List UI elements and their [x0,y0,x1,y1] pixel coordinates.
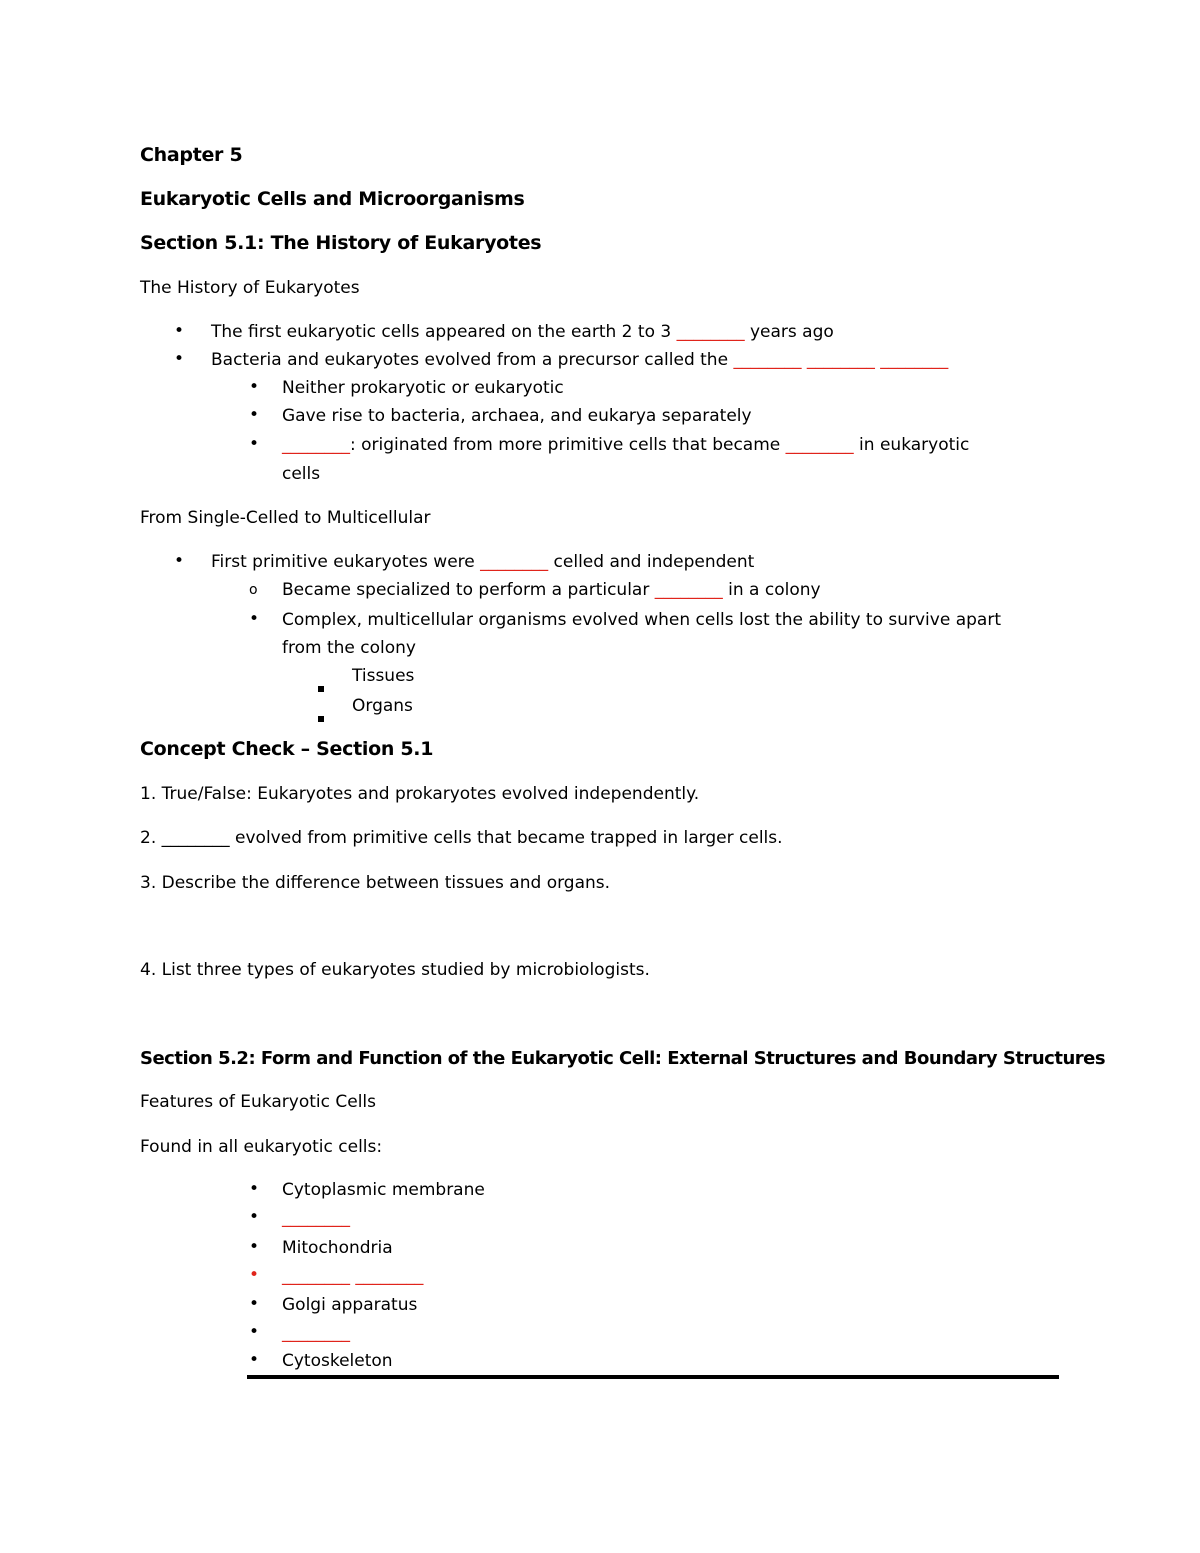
list-item [282,576,821,605]
list-item: Gave rise to bacteria, archaea, and eukarya separately [282,406,752,426]
section-5-1-subheading: The History of Eukaryotes [140,278,360,298]
list-item [211,548,754,577]
bullet-dot: • [249,1322,260,1342]
list-item: Organs [352,696,413,716]
question-3: 3. Describe the difference between tissues and organs. [140,873,611,893]
list-item: Neither prokaryotic or eukaryotic [282,378,564,398]
bullet-dot: • [174,551,185,571]
bullet-dot: • [249,1207,260,1227]
fill-in-blank: ________ [654,580,723,600]
bullet-dot: • [174,349,185,369]
item-text: : originated from more primitive cells that became [350,435,786,455]
item-text: Bacteria and eukaryotes evolved from a precursor called the [211,350,734,370]
square-bullet [318,673,324,702]
bullet-dot: • [249,1237,260,1257]
fill-in-blank: ________ ________ [282,1266,424,1286]
section-5-2-subheading: Features of Eukaryotic Cells [140,1092,376,1112]
bullet-dot: • [249,609,260,629]
bullet-o: o [249,582,258,598]
section-5-2-intro: Found in all eukaryotic cells: [140,1137,383,1157]
section-5-1-heading: Section 5.1: The History of Eukaryotes [140,232,542,254]
item-text: years ago [744,322,834,342]
fill-in-blank: ________ [282,1208,350,1228]
bullet-dot: • [249,1179,260,1199]
bullet-dot: • [249,405,260,425]
bullet-dot: • [174,321,185,341]
question-1: 1. True/False: Eukaryotes and prokaryotes evolved independently. [140,784,700,804]
question-2: 2. ________ evolved from primitive cells that became trapped in larger cells. [140,828,783,848]
item-text: celled and independent [548,552,755,572]
list-item: Tissues [352,666,415,686]
square-bullet [318,703,324,732]
list-item [282,431,969,460]
item-text: First primitive eukaryotes were [211,552,481,572]
fill-in-blank: ________ ________ ________ [733,350,949,370]
bullet-dot: • [249,1350,260,1370]
question-4: 4. List three types of eukaryotes studied by microbiologists. [140,960,650,980]
list-item: Cytoplasmic membrane [282,1180,485,1200]
list-item: Cytoskeleton [282,1351,393,1371]
concept-check-heading: Concept Check – Section 5.1 [140,738,434,760]
list-item [211,318,834,347]
chapter-title: Eukaryotic Cells and Microorganisms [140,188,525,210]
item-text: in a colony [722,580,821,600]
item-text: Became specialized to perform a particular [282,580,655,600]
bullet-dot: • [249,1294,260,1314]
horizontal-rule [247,1375,1059,1379]
list-item [211,346,948,375]
list-item-continuation: cells [282,464,321,484]
chapter-number: Chapter 5 [140,144,243,166]
fill-in-blank: ________ [282,1323,350,1343]
fill-in-blank: ________ [785,435,854,455]
section-5-2-heading: Section 5.2: Form and Function of the Eukaryotic Cell: External Structures and Boundary Structures [140,1048,1106,1069]
bullet-dot: • [249,377,260,397]
list-item: Golgi apparatus [282,1295,418,1315]
item-text: The first eukaryotic cells appeared on the earth 2 to 3 [211,322,677,342]
list-item-continuation: from the colony [282,638,416,658]
fill-in-blank: ________ [676,322,745,342]
list-item: Mitochondria [282,1238,393,1258]
bullet-dot: • [249,1265,260,1285]
fill-in-blank: ________ [480,552,549,572]
item-text: in eukaryotic [853,435,970,455]
bullet-dot: • [249,434,260,454]
fill-in-blank: ________ [282,435,350,455]
section-5-1-subheading-2: From Single-Celled to Multicellular [140,508,431,528]
list-item: Complex, multicellular organisms evolved when cells lost the ability to survive apart [282,610,1001,630]
